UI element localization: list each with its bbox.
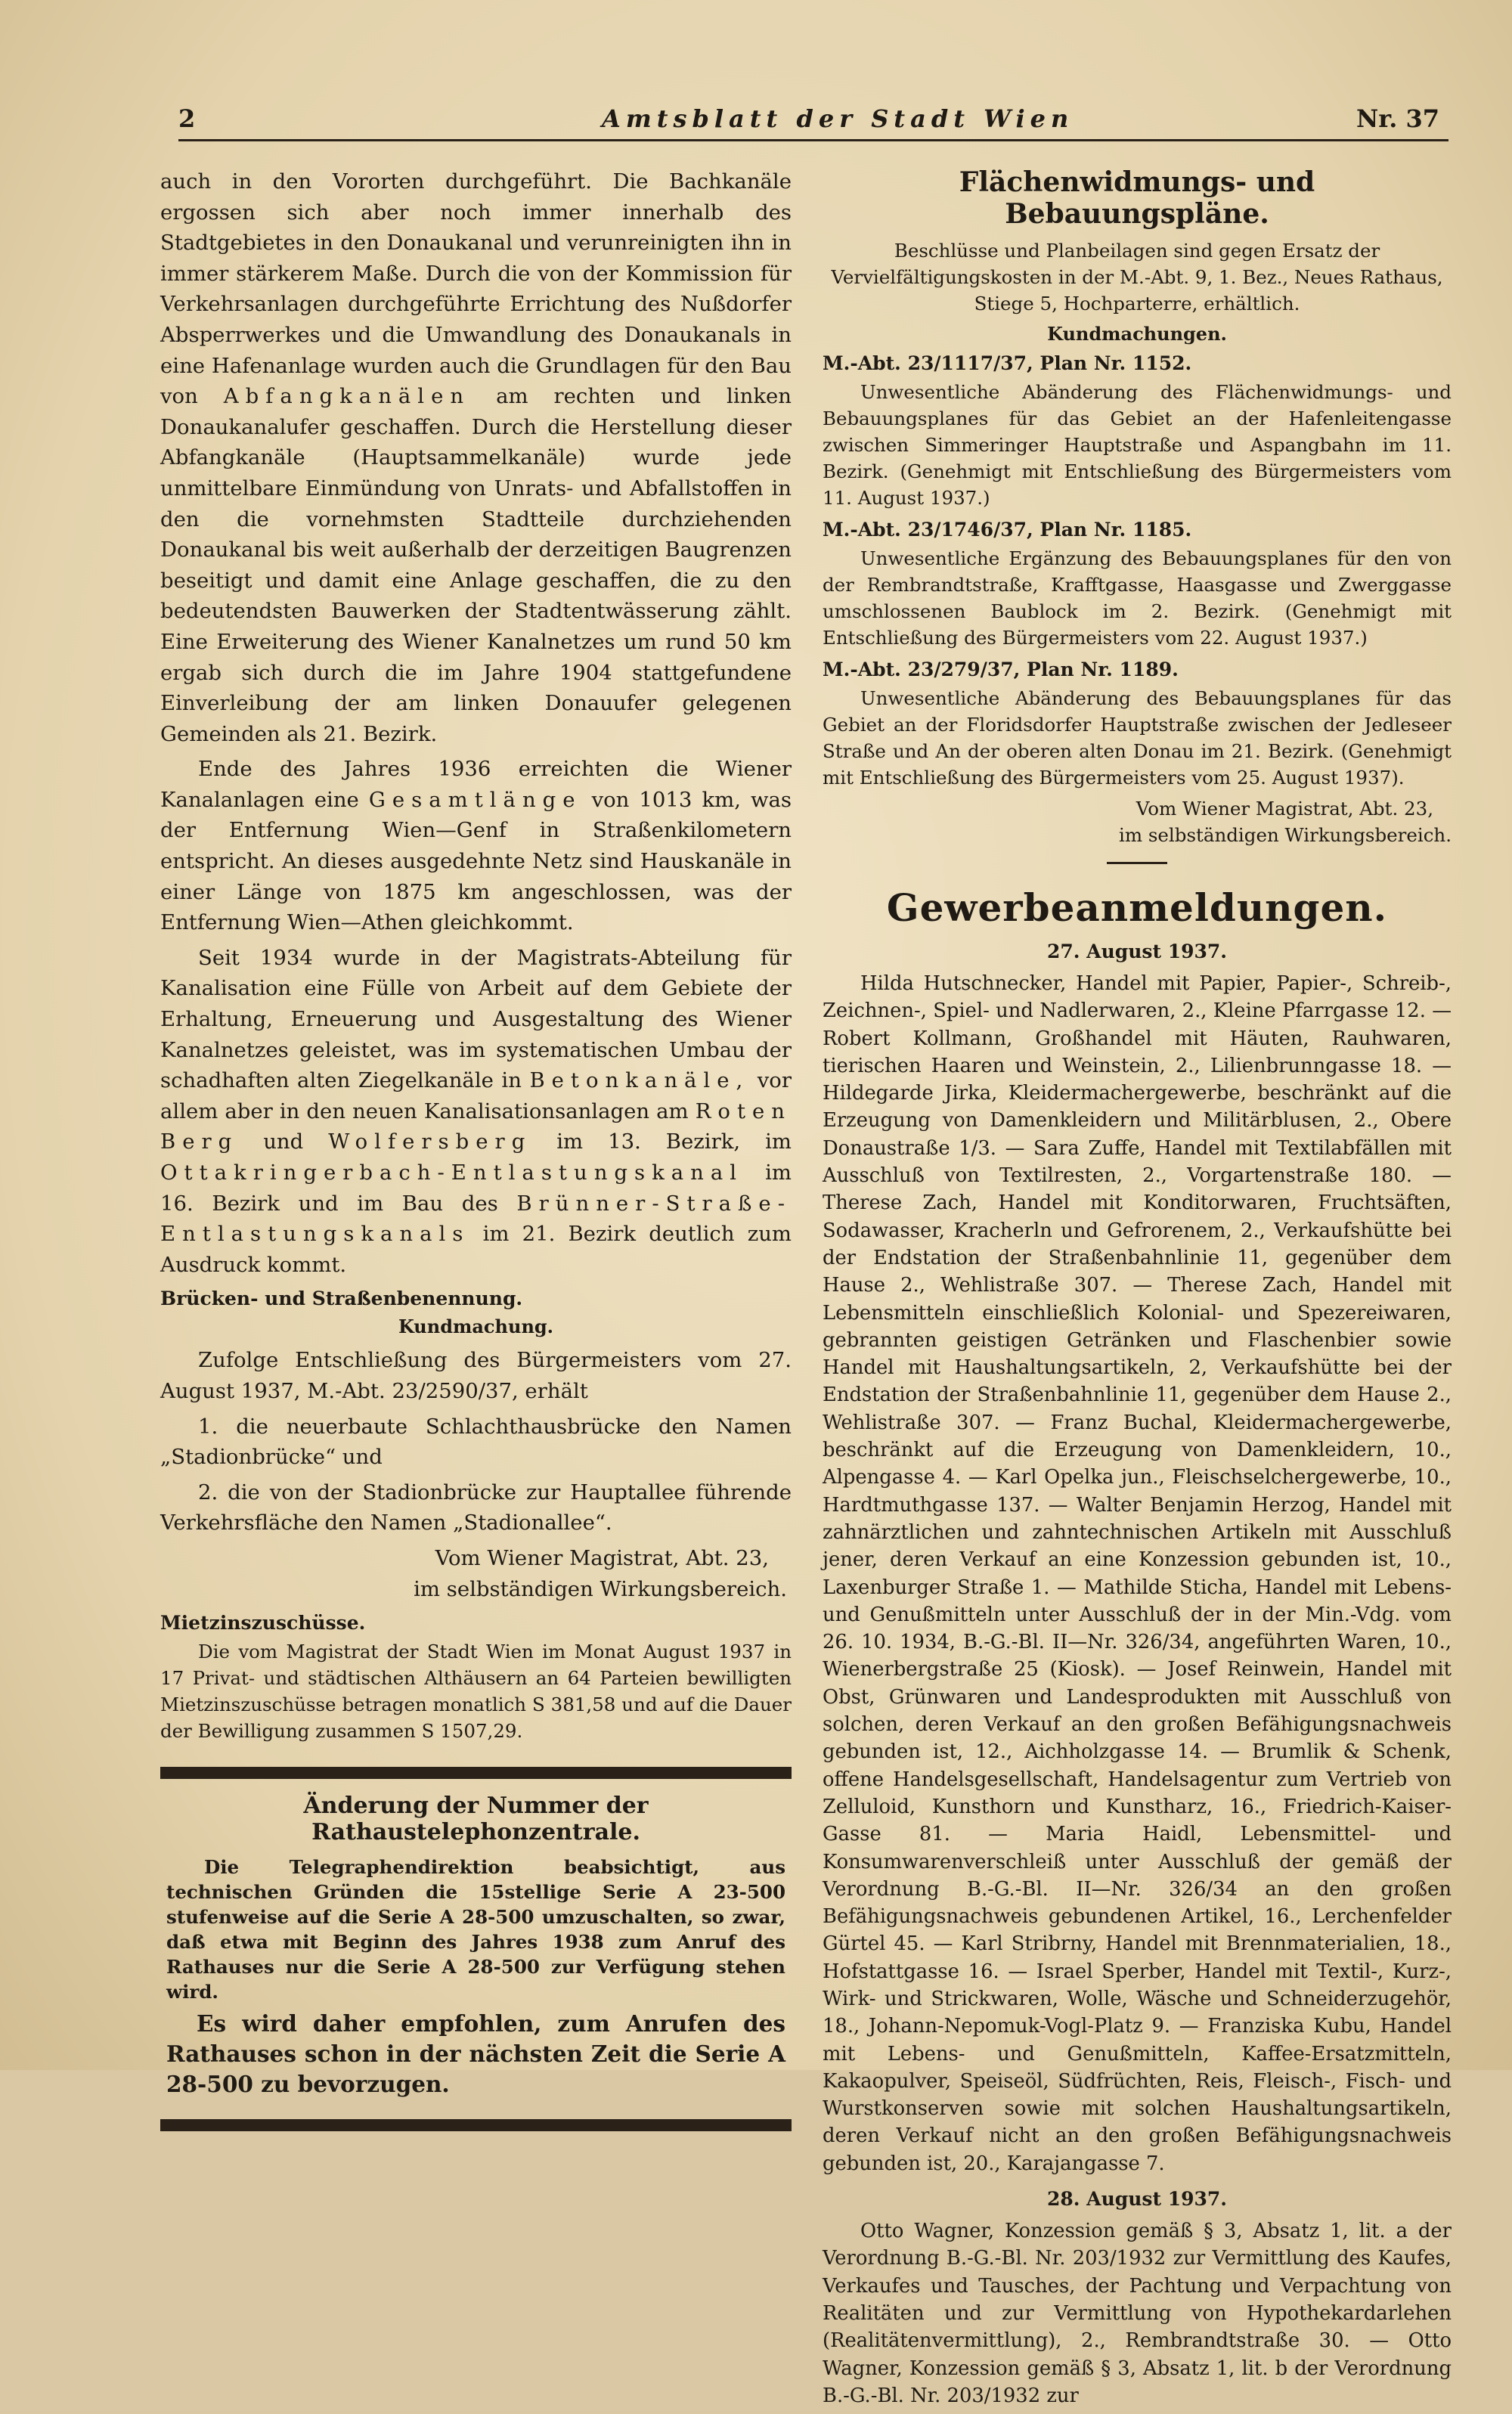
- sewer-paragraph-2: [160, 754, 792, 938]
- issue-number: Nr. 37: [1356, 104, 1439, 133]
- bridge-signature-1: Vom Wiener Magistrat, Abt. 23,: [435, 1545, 769, 1570]
- plan-2-heading: M.-Abt. 23/1746/37, Plan Nr. 1185.: [823, 519, 1192, 541]
- plan-3-text: Unwesentliche Abänderung des Bebauungsplanes für das Gebiet an der Floridsdorfer Hauptstraße zwischen der Jedleseer Straße und An der oberen alten Donau im 21. Bezirk. (Genehmigt mit Entschließung des Bürgermeisters vom 25. August 1937).: [823, 687, 1452, 789]
- notice-paragraph-1: Die Telegraphendirektion beabsichtigt, aus technischen Gründen die 15stellige Serie A 23-500 stufenweise auf die Serie A 28-500 umzuschalten, so zwar, daß etwa mit Beginn des Jahres 1938 zum Anruf des Rathauses nur die Serie A 28-500 zur Verfügung stehen wird.: [166, 1856, 785, 2003]
- page-header: [178, 104, 1448, 141]
- text: im 13. Bezirk, im: [556, 1130, 792, 1154]
- rent-paragraph: Die vom Magistrat der Stadt Wien im Monat August 1937 in 17 Privat- und städtischen Althäusern an 64 Parteien bewilligten Mietzinszuschüsse betragen monatlich S 381,58 und auf die Dauer der Bewilligung zusammen S 1507,29.: [160, 1641, 792, 1743]
- spaced-term: Abfangkanälen: [223, 384, 471, 409]
- plans-list: [823, 352, 1452, 848]
- text: am rechten und linken Donaukanalufer geschaffen. Durch die Herstellung dieser Abfangkanäle (Hauptsammelkanäle) wurde jede unmittelbare Einmündung von Unrats- und Abfallstoffen in den die vornehmsten Stadtteile durchziehenden Donaukanal bis weit außerhalb der derzeitigen Baugrenzen beseitigt und damit eine Anlage geschaffen, die zu den bedeutendsten Bauwerken der Stadtentwässerung zählt. Eine Erweiterung des Wiener Kanalnetzes um rund 50 km ergab sich durch die im Jahre 1904 stattgefundene Einverleibung der am linken Donauufer gelegenen Gemeinden als 21. Bezirk.: [160, 384, 792, 746]
- rent-heading: Mietzinszuschüsse.: [160, 1612, 366, 1635]
- trade-list-2: [823, 2217, 1452, 2409]
- bridge-paragraph-2: 1. die neuerbaute Schlachthausbrücke den Namen „Stadionbrücke“ und: [160, 1414, 792, 1470]
- text: im 16. Bezirk und im Bau des: [160, 1161, 792, 1216]
- rent-block: [160, 1638, 792, 1744]
- spaced-term: Brünner-Straße-Entlastungskanals: [160, 1191, 792, 1247]
- plan-1-text: Unwesentliche Abänderung des Flächenwidmungs- und Bebauungsplanes für das Gebiet an der Hafenleitengasse zwischen Simmeringer Hauptstraße und Aspangbahn im 11. Bezirk. (Genehmigt mit Entschließung des Bürgermeisters vom 11. August 1937.): [823, 381, 1452, 509]
- text: Seit 1934 wurde in der Magistrats-Abteilung für Kanalisation eine Fülle von Arbeit auf dem Gebiete der Erhaltung, Erneuerung und Ausgestaltung des Wiener Kanalnetzes geleistet, was im systematischen Umbau der schadhaften alten Ziegelkanäle in: [160, 945, 792, 1093]
- text: vor allem aber in den neuen Kanalisationsanlagen am: [160, 1068, 792, 1123]
- trade-list-1: [823, 970, 1452, 2177]
- plans-subheading: Kundmachungen.: [1047, 323, 1227, 345]
- spaced-term: Betonkanäle,: [529, 1068, 750, 1093]
- bridge-paragraph-3: 2. die von der Stadionbrücke zur Hauptallee führende Verkehrsfläche den Namen „Stadionallee“.: [160, 1480, 792, 1535]
- date-1: 27. August 1937.: [1046, 940, 1228, 962]
- plans-signature-1: Vom Wiener Magistrat, Abt. 23,: [1136, 798, 1433, 820]
- bridge-paragraph-1: Zufolge Entschließung des Bürgermeisters vom 27. August 1937, M.-Abt. 23/2590/37, erhält: [160, 1348, 792, 1403]
- publication-title: Amtsblatt der Stadt Wien: [602, 104, 1074, 133]
- right-column: [823, 166, 1452, 2414]
- plans-intro: Beschlüsse und Planbeilagen sind gegen Ersatz der Vervielfältigungskosten in der M.-Abt. 9, 1. Bez., Neues Rathaus, Stiege 5, Hochparterre, erhältlich.: [831, 240, 1443, 315]
- text: von 1013 km, was der Entfernung Wien—Genf in Straßenkilometern entspricht. An dieses ausgedehnte Netz sind Hauskanäle in einer Länge von 1875 km angeschlossen, was der Entfernung Wien—Athen gleichkommt.: [160, 787, 792, 935]
- spaced-term: Ottakringerbach-Entlastungskanal: [160, 1161, 744, 1185]
- sewer-paragraph-3: [160, 943, 792, 1281]
- plan-2-text: Unwesentliche Ergänzung des Bebauungsplanes für den von der Rembrandtstraße, Krafftgasse, Haasgasse und Zwerggasse umschlossenen Baublock im 2. Bezirk. (Genehmigt mit Entschließung des Bürgermeisters vom 22. August 1937.): [823, 547, 1452, 649]
- telephone-notice: [160, 1767, 792, 2131]
- bridge-heading: Brücken- und Straßenbenennung.: [160, 1288, 523, 1310]
- trade-heading: Gewerbeanmeldungen.: [886, 885, 1388, 930]
- plan-1-heading: M.-Abt. 23/1117/37, Plan Nr. 1152.: [823, 352, 1192, 374]
- trade-paragraph-2: Otto Wagner, Konzession gemäß § 3, Absatz 1, lit. a der Verordnung B.-G.-Bl. Nr. 203/1932 zur Vermittlung des Kaufes, Verkaufes und Tausches, der Pachtung und Verpachtung von Realitäten und zur Vermittlung von Hypothekardarlehen (Realitätenvermittlung), 2., Rembrandtstraße 30. — Otto Wagner, Konzession gemäß § 3, Absatz 1, lit. b der Verordnung B.-G.-Bl. Nr. 203/1932 zur: [823, 2220, 1452, 2407]
- left-column: [160, 166, 792, 2131]
- section-divider: [1107, 862, 1167, 864]
- bridge-signature-2: im selbständigen Wirkungsbereich.: [414, 1576, 787, 1601]
- plans-signature-2: im selbständigen Wirkungsbereich.: [1119, 824, 1452, 846]
- page-number: 2: [178, 104, 196, 133]
- plans-intro-block: [823, 237, 1452, 317]
- notice-heading: Änderung der Nummer der Rathaustelephonzentrale.: [303, 1793, 649, 1846]
- bridge-subheading: Kundmachung.: [398, 1315, 554, 1338]
- date-2: 28. August 1937.: [1046, 2188, 1228, 2211]
- text: und: [263, 1130, 304, 1154]
- sewer-paragraph-1: [160, 166, 792, 749]
- text: im 21. Bezirk deutlich zum Ausdruck kommt.: [160, 1222, 792, 1277]
- text: Ende des Jahres 1936 erreichten die Wiener Kanalanlagen eine: [160, 757, 792, 812]
- spaced-term: Gesamtlänge: [368, 787, 582, 812]
- plan-3-heading: M.-Abt. 23/279/37, Plan Nr. 1189.: [823, 659, 1179, 680]
- spaced-term: Wolfersberg: [328, 1130, 532, 1154]
- trade-paragraph-1: Hilda Hutschnecker, Handel mit Papier, Papier-, Schreib-, Zeichnen-, Spiel- und Nadlerwaren, 2., Kleine Pfarrgasse 12. — Robert Kollmann, Großhandel mit Häuten, Rauhwaren, tierischen Haaren und Weinstein, 2., Lilienbrunngasse 18. — Hildegarde Jirka, Kleidermachergewerbe, beschränkt auf die Erzeugung von Damenkleidern und Militärblusen, 2., Obere Donaustraße 1/3. — Sara Zuffe, Handel mit Textilabfällen mit Ausschluß von Textilresten, 2., Vorgartenstraße 180. — Therese Zach, Handel mit Konditorwaren, Fruchtsäften, Sodawasser, Kracherln und Gefrorenem, 2., Verkaufshütte bei der Endstation der Straßenbahnlinie 11, gegenüber dem Hause 2., Wehlistraße 307. — Therese Zach, Handel mit Lebensmitteln einschließlich Kolonial- und Spezereiwaren, gebrannten geistigen Getränken und Flaschenbier sowie Handel mit Haushaltungsartikeln, 2, Verkaufshütte bei der Endstation der Straßenbahnlinie 11, gegenüber dem Hause 2., Wehlistraße 307. — Franz Buchal, Kleidermachergewerbe, beschränkt auf die Erzeugung von Damenkleidern, 10., Alpengasse 4. — Karl Opelka jun., Fleischselchergewerbe, 10., Hardtmuthgasse 137. — Walter Benjamin Herzog, Handel mit zahnärztlichen und zahntechnischen Artikeln mit Ausschluß jener, deren Verkauf an eine Konzession gebunden ist, 10., Laxenburger Straße 1. — Mathilde Sticha, Handel mit Lebens- und Genußmitteln unter Ausschluß der in der Min.-Vdg. vom 26. 10. 1934, B.-G.-Bl. II—Nr. 326/34, angeführten Waren, 10., Wienerbergstraße 25 (Kiosk). — Josef Reinwein, Handel mit Obst, Grünwaren und Landesprodukten mit Ausschluß von solchen, deren Verkauf an den großen Befähigungsnachweis gebunden ist, 12., Aichholzgasse 14. — Brumlik & Schenk, offene Handelsgesellschaft, Handelsagentur zum Vertrieb von Zelluloid, Kunsthorn und Kunstharz, 16., Friedrich-Kaiser-Gasse 81. — Maria Haidl, Lebensmittel- und Konsumwarenverschleiß unter Ausschluß der gemäß der Verordnung B.-G.-Bl. II—Nr. 326/34 an den großen Befähigungsnachweis gebundenen Artikel, 16., Lerchenfelder Gürtel 45. — Karl Stribrny, Handel mit Brennmaterialien, 18., Hofstattgasse 16. — Israel Sperber, Handel mit Textil-, Kurz-, Wirk- und Strickwaren, Wolle, Wäsche und Schneiderzugehör, 18., Johann-Nepomuk-Vogl-Platz 9. — Franziska Kubu, Handel mit Lebens- und Genußmitteln, Kaffee-Ersatzmitteln, Kakaopulver, Speiseöl, Südfrüchten, Reis, Fleisch-, Fisch- und Wurstkonserven sowie mit solchen Haushaltungsartikeln, deren Verkauf nicht an den großen Befähigungsnachweis gebunden ist, 20., Karajangasse 7.: [823, 972, 1452, 2175]
- plans-heading: Flächenwidmungs- und Bebauungspläne.: [959, 166, 1315, 230]
- notice-paragraph-2: Es wird daher empfohlen, zum Anrufen des Rathauses schon in der nächsten Zeit die Serie A 28-500 zu bevorzugen.: [166, 2010, 785, 2098]
- spaced-term: Roten Berg: [160, 1099, 792, 1154]
- text: auch in den Vororten durchgeführt. Die Bachkanäle ergossen sich aber noch immer innerhalb des Stadtgebietes in den Donaukanal und verunreinigten ihn in immer stärkerem Maße. Durch die von der Kommission für Verkehrsanlagen durchgeführte Errichtung des Nußdorfer Absperrwerkes und die Umwandlung des Donaukanals in eine Hafenanlage wurden auch die Grundlagen für den Bau von: [160, 169, 792, 409]
